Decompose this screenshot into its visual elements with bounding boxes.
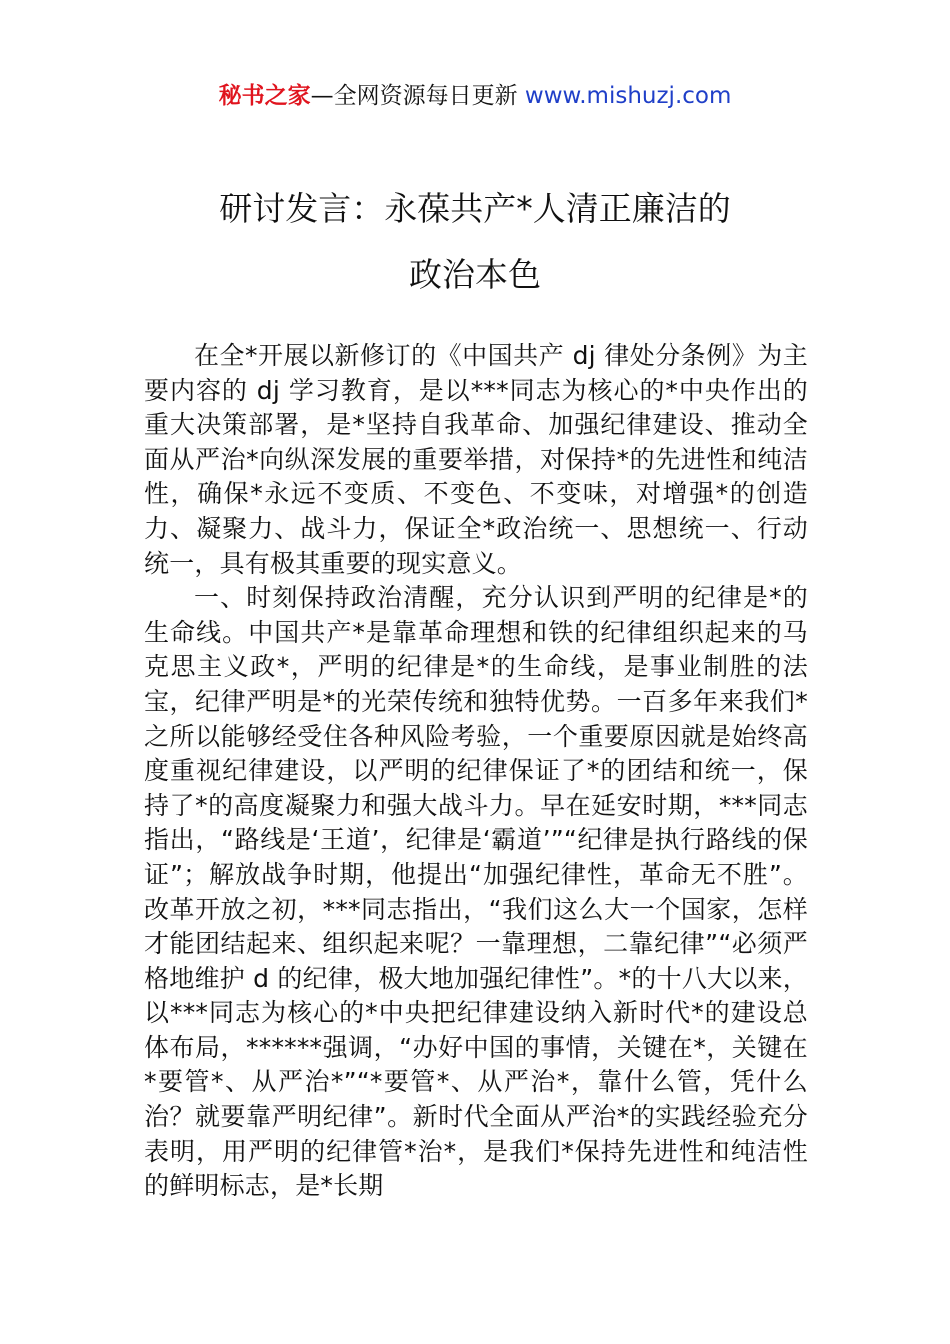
document-title (0, 176, 950, 308)
website-link[interactable]: www.mishuzj.com (524, 83, 732, 109)
header-tagline: —全网资源每日更新 (310, 83, 525, 109)
page-header (0, 80, 950, 112)
document-body (144, 339, 808, 1204)
brand-name: 秘书之家 (218, 83, 311, 109)
paragraph-section-one: 一、时刻保持政治清醒，充分认识到严明的纪律是*的生命线。中国共产*是靠革命理想和铁的纪律组织起来的马克思主义政*，严明的纪律是*的生命线，是事业制胜的法宝，纪律严明是*的光荣传统和独特优势。一百多年来我们*之所以能够经受住各种风险考验，一个重要原因就是始终高度重视纪律建设，以严明的纪律保证了*的团结和统一，保持了*的高度凝聚力和强大战斗力。早在延安时期，***同志指出，“路线是‘王道’，纪律是‘霸道’”“纪律是执行路线的保证”；解放战争时期，他提出“加强纪律性，革命无不胜”。改革开放之初，***同志指出，“我们这么大一个国家，怎样才能团结起来、组织起来呢？一靠理想，二靠纪律”“必须严格地维护 d 的纪律，极大地加强纪律性”。*的十八大以来，以***同志为核心的*中央把纪律建设纳入新时代*的建设总体布局，******强调，“办好中国的事情，关键在*，关键在*要管*、从严治*”“*要管*、从严治*，靠什么管，凭什么治？就要靠严明纪律”。新时代全面从严治*的实践经验充分表明，用严明的纪律管*治*，是我们*保持先进性和纯洁性的鲜明标志，是*长期 (144, 583, 808, 1201)
title-line-1: 研讨发言：永葆共产*人清正廉洁的 (219, 189, 731, 228)
title-line-2: 政治本色 (409, 255, 541, 294)
paragraph-intro: 在全*开展以新修订的《中国共产 dj 律处分条例》为主要内容的 dj 学习教育，是以***同志为核心的*中央作出的重大决策部署，是*坚持自我革命、加强纪律建设、推动全面从严治*向纵深发展的重要举措，对保持*的先进性和纯洁性，确保*永远不变质、不变色、不变味，对增强*的创造力、凝聚力、战斗力，保证全*政治统一、思想统一、行动统一，具有极其重要的现实意义。 (144, 341, 808, 578)
